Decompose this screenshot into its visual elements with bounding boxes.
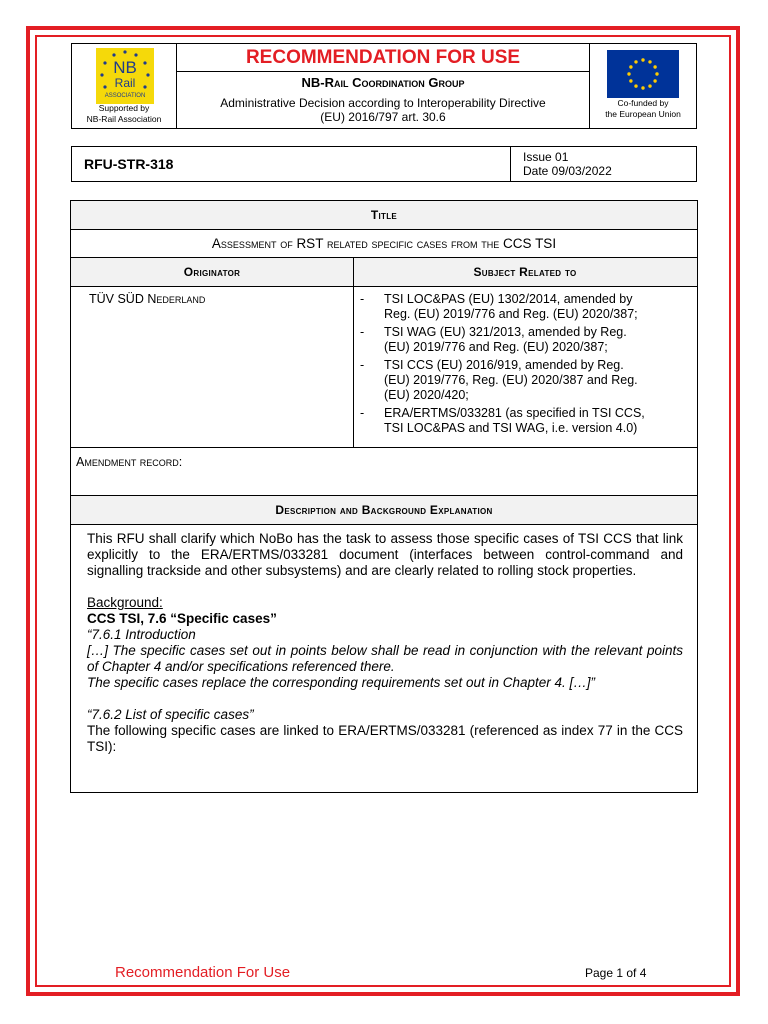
association-logo-text: ASSOCIATION [104, 93, 146, 99]
description-heading: Description and Background Explanation [71, 496, 697, 525]
rfu-number: RFU-STR-318 [84, 156, 174, 172]
rail-logo-text: Rail [114, 76, 136, 90]
eu-star-icon [634, 84, 637, 87]
eu-star-icon [655, 72, 658, 75]
eu-star-icon [648, 84, 651, 87]
originator-subject-header-row [71, 258, 697, 287]
eu-logo-cell [589, 44, 696, 128]
header-center [176, 44, 590, 128]
ccs-tsi-heading: CCS TSI, 7.6 “Specific cases” [87, 611, 277, 626]
eu-flag-icon [607, 50, 679, 98]
originator-name: TÜV SÜD Nederland [89, 292, 206, 306]
eu-star-icon [653, 79, 656, 82]
amendment-record-row [71, 448, 697, 496]
admin-decision-line2: (EU) 2016/797 art. 30.6 [320, 110, 446, 124]
subject-item: - TSI WAG (EU) 321/2013, amended by Reg. (EU) 2019/776 and Reg. (EU) 2020/387; [360, 325, 627, 354]
final-paragraph: The following specific cases are linked to ERA/ERTMS/033281 (referenced as index 77 in the CCS TSI): [87, 723, 683, 754]
document-header [71, 43, 697, 129]
eu-caption-cofunded: Co-funded by [617, 98, 669, 108]
eu-star-icon [653, 65, 656, 68]
logo-caption-association: NB-Rail Association [86, 114, 162, 124]
main-table [70, 200, 698, 793]
nb-rail-logo-cell [72, 44, 177, 128]
document-type-title: RECOMMENDATION FOR USE [176, 44, 590, 72]
originator-heading: Originator [71, 258, 354, 287]
eu-star-icon [648, 60, 651, 63]
eu-star-icon [627, 72, 630, 75]
quote-replace: The specific cases replace the corresponding requirements set out in Chapter 4. […]” [87, 675, 596, 690]
eu-star-icon [641, 58, 644, 61]
eu-star-icon [634, 60, 637, 63]
issue-number: Issue 01 [523, 150, 569, 164]
subject-item: - TSI LOC&PAS (EU) 1302/2014, amended by Reg. (EU) 2019/776 and Reg. (EU) 2020/387; [360, 292, 638, 321]
admin-decision-line1: Administrative Decision according to Interoperability Directive [220, 96, 546, 110]
eu-caption-union: the European Union [605, 109, 681, 119]
quote-specific-cases: […] The specific cases set out in points below shall be read in conjunction with the relevant points of Chapter 4 and/or specifications referenced there. [87, 643, 683, 674]
originator-cell [71, 287, 354, 448]
page-number: Page 1 of 4 [585, 966, 647, 980]
quote-introduction: “7.6.1 Introduction [87, 627, 196, 642]
title-heading: Title [71, 201, 697, 230]
document-title: Assessment of RST related specific cases from the CCS TSI [71, 230, 697, 258]
footer-document-type: Recommendation For Use [115, 964, 291, 981]
subject-list [358, 292, 688, 439]
subject-item: - ERA/ERTMS/033281 (as specified in TSI CCS, TSI LOC&PAS and TSI WAG, i.e. version 4.0) [360, 406, 645, 435]
nb-logo-text: NB [113, 58, 137, 77]
subject-heading: Subject Related to [473, 265, 577, 279]
eu-star-icon [641, 86, 644, 89]
description-paragraph: This RFU shall clarify which NoBo has the task to assess those specific cases of TSI CCS that link explicitly to the ERA/ERTMS/033281 document (interfaces between control-command and signalling trackside and other subsystems) and are clearly related to rolling stock properties. [87, 531, 683, 578]
description-body [87, 531, 683, 755]
amendment-record-label: Amendment record: [76, 455, 183, 469]
rfu-identification [71, 146, 697, 182]
issue-date: Date 09/03/2022 [523, 164, 612, 178]
eu-star-icon [629, 65, 632, 68]
quote-list-heading: “7.6.2 List of specific cases” [87, 707, 254, 722]
subject-item: - TSI CCS (EU) 2016/919, amended by Reg. (EU) 2019/776, Reg. (EU) 2020/387 and Reg. (EU) 2020/420; [360, 358, 638, 402]
background-label: Background: [87, 595, 163, 610]
rfu-issue-cell [510, 147, 612, 181]
logo-caption-supported: Supported by [98, 103, 150, 113]
nb-rail-logo-icon [95, 47, 155, 105]
eu-star-icon [629, 79, 632, 82]
coordination-group: NB-Rail Coordination Group [301, 75, 465, 90]
